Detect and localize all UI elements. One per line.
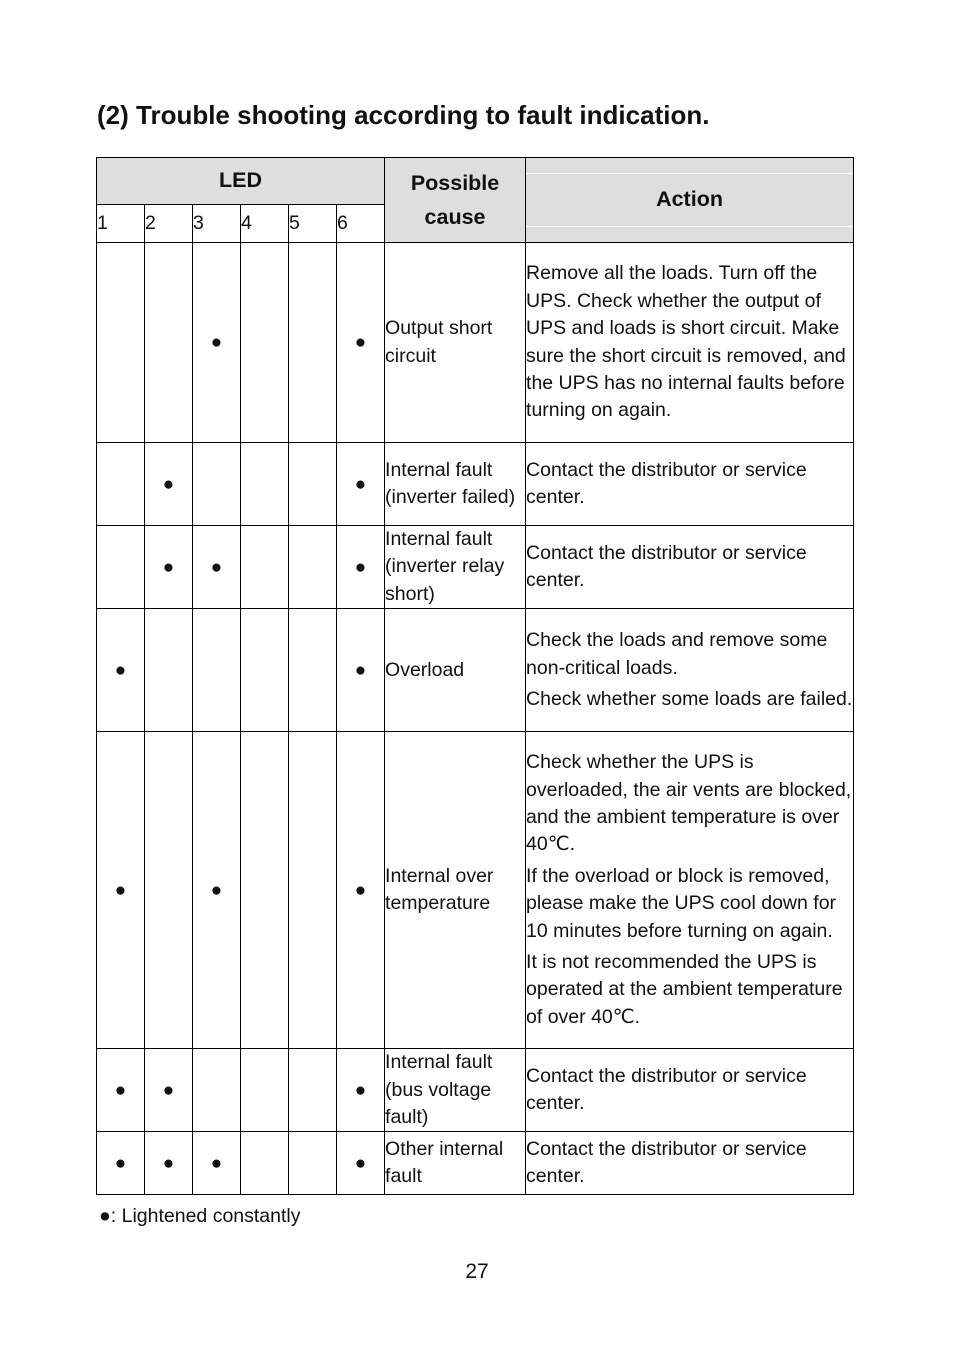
led-on-indicator-icon: ● — [114, 659, 127, 681]
led-6-cell — [337, 243, 385, 443]
action-paragraph: Check whether some loads are failed. — [526, 687, 853, 710]
section-title: (2) Trouble shooting according to fault indication. — [97, 100, 710, 130]
led-1-cell — [97, 1049, 145, 1132]
led-on-indicator-icon: ● — [210, 879, 223, 901]
led-1-cell — [97, 732, 145, 1049]
action-paragraph: Remove all the loads. Turn off the UPS. Check whether the output of UPS and loads is short circuit. Make sure the short circuit is removed, and the UPS has no internal faults before turning on again. — [526, 262, 846, 422]
led-2-cell — [145, 732, 193, 1049]
fault-rows — [97, 243, 854, 1195]
led-1-cell — [97, 443, 145, 526]
possible-cause: Overload — [385, 609, 526, 732]
led-2-cell — [145, 1132, 193, 1195]
led-2-cell — [145, 243, 193, 443]
possible-cause: Internal fault (inverter failed) — [385, 443, 526, 526]
led-number-1: 1 — [97, 205, 145, 243]
led-2-cell — [145, 443, 193, 526]
fault-row — [97, 526, 854, 609]
led-3-cell — [193, 1049, 241, 1132]
action-paragraph: Contact the distributor or service center. — [526, 1138, 807, 1188]
legend-note: ●: Lightened constantly — [99, 1205, 301, 1227]
led-6-cell — [337, 526, 385, 609]
led-number-2: 2 — [145, 205, 193, 243]
led-on-indicator-icon: ● — [114, 879, 127, 901]
led-4-cell — [241, 1132, 289, 1195]
action-paragraph: Contact the distributor or service center. — [526, 458, 807, 508]
led-3-cell — [193, 732, 241, 1049]
led-6-cell — [337, 1132, 385, 1195]
led-on-indicator-icon: ● — [354, 1079, 367, 1101]
led-5-cell — [289, 443, 337, 526]
possible-cause: Internal fault (bus voltage fault) — [385, 1049, 526, 1132]
led-3-cell — [193, 243, 241, 443]
action-paragraph: Contact the distributor or service center. — [526, 541, 807, 592]
led-on-indicator-icon: ● — [210, 332, 223, 353]
fault-indication-table — [96, 157, 854, 1195]
led-2-cell — [145, 1049, 193, 1132]
led-5-cell — [289, 732, 337, 1049]
action-paragraph: If the overload or block is removed, please make the UPS cool down for 10 minutes before turning on again. — [526, 864, 837, 942]
fault-row — [97, 609, 854, 732]
possible-cause-header — [385, 158, 526, 243]
action-header — [526, 158, 854, 243]
led-header: LED — [97, 158, 385, 205]
led-on-indicator-icon: ● — [354, 556, 367, 578]
page-number: 27 — [465, 1260, 489, 1283]
led-4-cell — [241, 732, 289, 1049]
led-4-cell — [241, 243, 289, 443]
led-2-cell — [145, 609, 193, 732]
led-3-cell — [193, 609, 241, 732]
action-cell — [526, 526, 854, 609]
action-paragraph: Check whether the UPS is overloaded, the air vents are blocked, and the ambient temperature is over 40℃. — [526, 751, 852, 856]
led-3-cell — [193, 443, 241, 526]
led-on-indicator-icon: ● — [162, 556, 175, 578]
possible-cause-header-text: Possible cause — [410, 171, 500, 229]
action-paragraph: Check the loads and remove some non-critical loads. — [526, 629, 828, 679]
fault-row — [97, 243, 854, 443]
led-6-cell — [337, 609, 385, 732]
led-on-indicator-icon: ● — [354, 879, 367, 901]
possible-cause: Internal fault (inverter relay short) — [385, 526, 526, 609]
fault-row — [97, 443, 854, 526]
led-on-indicator-icon: ● — [354, 473, 367, 495]
led-number-4: 4 — [241, 205, 289, 243]
led-on-indicator-icon: ● — [210, 556, 223, 578]
led-3-cell — [193, 1132, 241, 1195]
action-cell — [526, 443, 854, 526]
led-6-cell — [337, 1049, 385, 1132]
led-5-cell — [289, 1049, 337, 1132]
led-4-cell — [241, 526, 289, 609]
led-5-cell — [289, 243, 337, 443]
led-on-indicator-icon: ● — [162, 1079, 175, 1101]
action-paragraph: It is not recommended the UPS is operated at the ambient temperature of over 40℃. — [526, 951, 843, 1028]
led-2-cell — [145, 526, 193, 609]
led-4-cell — [241, 443, 289, 526]
led-on-indicator-icon: ● — [162, 473, 175, 495]
fault-row — [97, 1049, 854, 1132]
led-on-indicator-icon: ● — [114, 1079, 127, 1101]
action-cell — [526, 732, 854, 1049]
led-number-3: 3 — [193, 205, 241, 243]
action-paragraph: Contact the distributor or service center. — [526, 1064, 807, 1115]
led-on-indicator-icon: ● — [354, 1152, 367, 1174]
led-5-cell — [289, 609, 337, 732]
possible-cause: Other internal fault — [385, 1132, 526, 1195]
action-cell — [526, 609, 854, 732]
led-5-cell — [289, 526, 337, 609]
led-number-5: 5 — [289, 205, 337, 243]
led-on-indicator-icon: ● — [162, 1152, 175, 1174]
led-6-cell — [337, 732, 385, 1049]
fault-row — [97, 1132, 854, 1195]
led-1-cell — [97, 526, 145, 609]
led-5-cell — [289, 1132, 337, 1195]
action-cell — [526, 1049, 854, 1132]
action-header-text: Action — [526, 173, 853, 226]
led-on-indicator-icon: ● — [210, 1152, 223, 1174]
possible-cause: Output short circuit — [385, 243, 526, 443]
led-4-cell — [241, 609, 289, 732]
fault-row — [97, 732, 854, 1049]
action-cell — [526, 1132, 854, 1195]
led-on-indicator-icon: ● — [354, 332, 367, 353]
led-3-cell — [193, 526, 241, 609]
led-1-cell — [97, 1132, 145, 1195]
led-on-indicator-icon: ● — [354, 659, 367, 681]
led-1-cell — [97, 243, 145, 443]
led-on-indicator-icon: ● — [114, 1152, 127, 1174]
action-cell — [526, 243, 854, 443]
led-4-cell — [241, 1049, 289, 1132]
led-6-cell — [337, 443, 385, 526]
led-number-6: 6 — [337, 205, 385, 243]
led-1-cell — [97, 609, 145, 732]
possible-cause: Internal over temperature — [385, 732, 526, 1049]
